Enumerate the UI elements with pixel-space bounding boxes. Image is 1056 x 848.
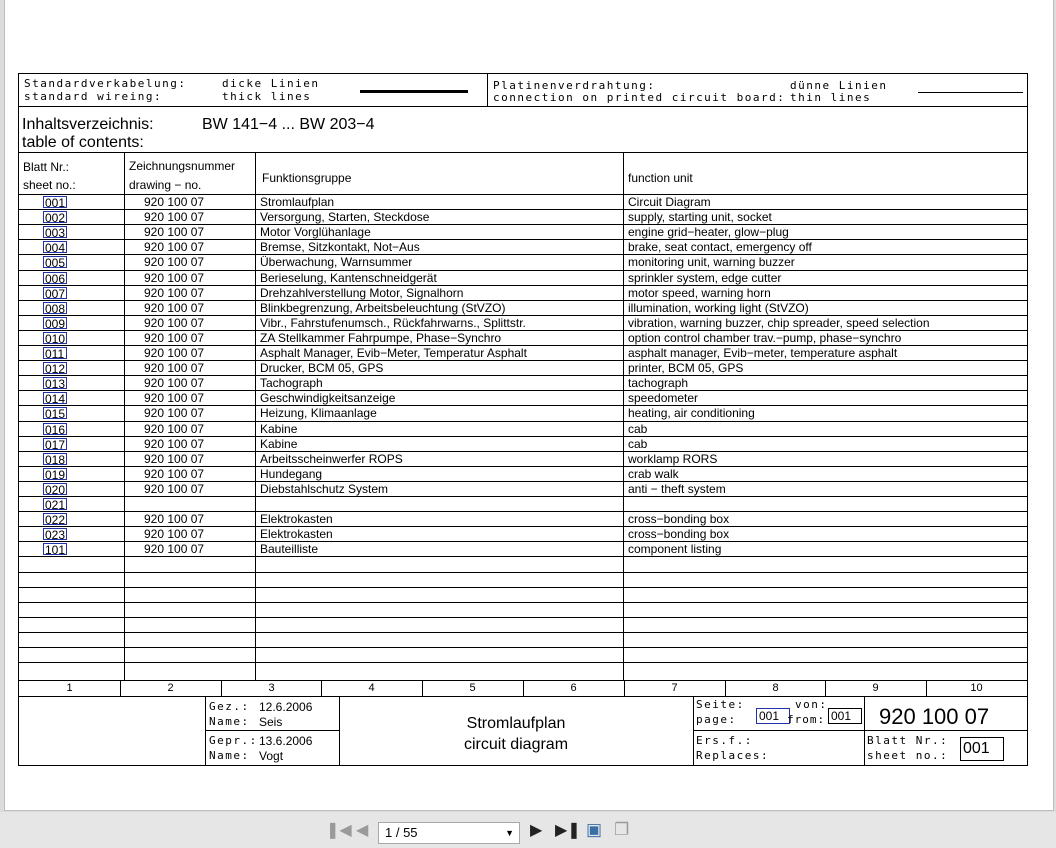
drawing-number-cell: 920 100 07 (144, 240, 205, 254)
sheet-number-cell: 006 (45, 272, 66, 286)
toc-title-en: table of contents: (22, 134, 144, 151)
sheet-number-cell: 023 (45, 528, 66, 542)
column-number: 9 (872, 682, 879, 694)
sheet-number-cell: 017 (45, 438, 66, 452)
drawing-number-cell: 920 100 07 (144, 255, 205, 269)
drawing-number-cell: 920 100 07 (144, 195, 205, 209)
sheet-label-en: sheet no.: (867, 749, 949, 762)
column-number: 7 (671, 682, 678, 694)
drawing-number-cell: 920 100 07 (144, 482, 205, 496)
fit-page-icon[interactable]: ▣ (586, 820, 603, 839)
column-number: 1 (66, 682, 73, 694)
drawing-number-cell: 920 100 07 (144, 452, 205, 466)
drawing-number-cell: 920 100 07 (144, 437, 205, 451)
header-drawing-de: Zeichnungsnummer (129, 159, 236, 173)
function-group-cell: Asphalt Manager, Evib−Meter, Temperatur Asphalt (260, 346, 527, 360)
sheet-number-cell: 012 (45, 362, 66, 376)
function-group-cell: Motor Vorglühanlage (260, 225, 371, 239)
function-unit-cell: Circuit Diagram (628, 195, 711, 209)
drawing-number-cell: 920 100 07 (144, 391, 205, 405)
drawing-number-cell: 920 100 07 (144, 406, 205, 420)
function-group-cell: Überwachung, Warnsummer (260, 255, 413, 269)
legend-thick-en: thick lines (222, 90, 312, 103)
next-page-icon[interactable]: ▶ (530, 822, 543, 839)
function-unit-cell: engine grid−heater, glow−plug (628, 225, 789, 239)
checked-name-label: Name: (209, 749, 250, 762)
column-number: 2 (167, 682, 174, 694)
function-unit-cell: heating, air conditioning (628, 406, 755, 420)
prev-page-icon[interactable]: ◀ (356, 822, 369, 839)
drawing-title-en: circuit diagram (463, 736, 569, 753)
toc-range: BW 141−4 ... BW 203−4 (202, 116, 375, 133)
sheet-number-cell: 022 (45, 513, 66, 527)
function-unit-cell: brake, seat contact, emergency off (628, 240, 812, 254)
drawing-sheet (18, 73, 1028, 766)
function-group-cell: Geschwindigkeitsanzeige (260, 391, 396, 405)
page-label-en: page: (696, 713, 737, 726)
page-select[interactable] (378, 822, 520, 844)
drawing-title-de: Stromlaufplan (466, 715, 566, 732)
chevron-down-icon: ▼ (505, 828, 514, 838)
drawing-number-cell: 920 100 07 (144, 301, 205, 315)
drawing-number-cell: 920 100 07 (144, 361, 205, 375)
function-unit-cell: component listing (628, 542, 722, 556)
function-group-cell: Hundegang (260, 467, 323, 481)
sheet-number-box: 001 (960, 737, 1004, 761)
of-label-en: from: (787, 713, 826, 726)
function-group-cell: Kabine (260, 422, 298, 436)
page-indicator: 1 / 55 (385, 825, 418, 840)
column-number: 4 (368, 682, 375, 694)
sheet-number-cell: 005 (45, 256, 66, 270)
page-label-de: Seite: (696, 698, 745, 711)
checked-date: 13.6.2006 (259, 734, 313, 748)
sheet-label-de: Blatt Nr.: (867, 734, 949, 747)
sheet-number-cell: 008 (45, 302, 66, 316)
function-group-cell: Heizung, Klimaanlage (260, 406, 377, 420)
function-unit-cell: speedometer (628, 391, 699, 405)
header-group: Funktionsgruppe (262, 171, 352, 185)
header-drawing-en: drawing − no. (129, 178, 202, 192)
function-group-cell: ZA Stellkammer Fahrpumpe, Phase−Synchro (260, 331, 502, 345)
function-group-cell: Arbeitsscheinwerfer ROPS (260, 452, 403, 466)
first-page-icon[interactable]: ❚◀ (326, 822, 352, 839)
function-unit-cell: cab (628, 422, 648, 436)
sheet-number-cell: 014 (45, 392, 66, 406)
sheet-number-cell: 009 (45, 317, 66, 331)
legend-thick-de: dicke Linien (222, 77, 320, 90)
function-group-cell: Diebstahlschutz System (260, 482, 389, 496)
column-number: 8 (772, 682, 779, 694)
function-group-cell: Berieselung, Kantenschneidgerät (260, 271, 437, 285)
sheet-number-cell: 101 (45, 543, 66, 557)
drawing-number-cell: 920 100 07 (144, 286, 205, 300)
function-group-cell: Tachograph (260, 376, 323, 390)
function-unit-cell: printer, BCM 05, GPS (628, 361, 744, 375)
function-unit-cell: cross−bonding box (628, 527, 730, 541)
drawing-number-cell: 920 100 07 (144, 271, 205, 285)
drawing-number: 920 100 07 (879, 704, 990, 729)
pdf-page (4, 0, 1054, 811)
header-unit: function unit (628, 171, 693, 185)
checked-name: Vogt (259, 749, 284, 763)
drawing-number-cell: 920 100 07 (144, 422, 205, 436)
checked-label: Gepr.: (209, 734, 258, 747)
function-group-cell: Elektrokasten (260, 527, 333, 541)
column-number: 3 (268, 682, 275, 694)
drawing-number-cell: 920 100 07 (144, 527, 205, 541)
function-group-cell: Blinkbegrenzung, Arbeitsbeleuchtung (StVZO) (260, 301, 506, 315)
function-unit-cell: sprinkler system, edge cutter (628, 271, 782, 285)
sheet-number-cell: 011 (43, 347, 67, 359)
column-number: 5 (469, 682, 476, 694)
drawn-date: 12.6.2006 (259, 700, 313, 714)
function-unit-cell: option control chamber trav.−pump, phase−synchro (628, 331, 902, 345)
legend-pcb-en: connection on printed circuit board: (493, 91, 786, 104)
sheet-number-cell: 019 (45, 468, 66, 482)
function-group-cell: Stromlaufplan (260, 195, 335, 209)
last-page-icon[interactable]: ▶❚ (555, 822, 581, 839)
function-group-cell: Drucker, BCM 05, GPS (260, 361, 384, 375)
of-label-de: von: (795, 698, 828, 711)
legend-thin-en: thin lines (790, 91, 872, 104)
sheet-number-cell: 007 (45, 287, 66, 301)
function-unit-cell: anti − theft system (628, 482, 726, 496)
sheet-number-cell: 010 (45, 332, 66, 346)
thin-line-sample (918, 92, 1023, 93)
legend-standard-de: Standardverkabelung: (24, 77, 187, 90)
function-group-cell: Bauteilliste (260, 542, 319, 556)
replaces-label-en: Replaces: (696, 749, 770, 762)
function-unit-cell: vibration, warning buzzer, chip spreader, speed selection (628, 316, 930, 330)
drawing-number-cell: 920 100 07 (144, 210, 205, 224)
legend-thin-de: dünne Linien (790, 79, 888, 92)
page-total-box: 001 (828, 708, 862, 724)
drawing-number-cell: 920 100 07 (144, 512, 205, 526)
function-group-cell: Vibr., Fahrstufenumsch., Rückfahrwarns., Splittstr. (260, 316, 526, 330)
drawn-name: Seis (259, 715, 283, 729)
drawing-number-cell: 920 100 07 (144, 467, 205, 481)
drawing-number-cell: 920 100 07 (144, 316, 205, 330)
function-unit-cell: worklamp RORS (628, 452, 718, 466)
sheet-number-cell: 013 (45, 377, 66, 391)
sheet-number-cell: 018 (45, 453, 66, 467)
two-page-icon[interactable]: ❐ (614, 820, 630, 839)
sheet-number-cell: 020 (45, 483, 66, 497)
function-unit-cell: asphalt manager, Evib−meter, temperature asphalt (628, 346, 898, 360)
legend-pcb-de: Platinenverdrahtung: (493, 79, 656, 92)
drawing-number-cell: 920 100 07 (144, 331, 205, 345)
drawing-number-cell: 920 100 07 (144, 376, 205, 390)
function-unit-cell: illumination, working light (StVZO) (628, 301, 809, 315)
function-unit-cell: motor speed, warning horn (628, 286, 771, 300)
column-number: 10 (970, 682, 983, 694)
function-group-cell: Drehzahlverstellung Motor, Signalhorn (260, 286, 464, 300)
drawing-number-cell: 920 100 07 (144, 346, 205, 360)
viewer-toolbar (0, 812, 1056, 848)
function-group-cell: Kabine (260, 437, 298, 451)
drawn-name-label: Name: (209, 715, 250, 728)
drawn-label: Gez.: (209, 700, 250, 713)
header-sheet-de: Blatt Nr.: (23, 160, 70, 174)
sheet-number-cell: 016 (45, 423, 66, 437)
drawing-number-cell: 920 100 07 (144, 542, 205, 556)
header-sheet-en: sheet no.: (23, 178, 76, 192)
legend-standard-en: standard wireing: (24, 90, 163, 103)
toc-title-de: Inhaltsverzeichnis: (22, 116, 154, 133)
function-group-cell: Bremse, Sitzkontakt, Not−Aus (260, 240, 420, 254)
sheet-number-cell: 004 (45, 241, 66, 255)
page-number-box: 001 (756, 708, 790, 724)
sheet-number-cell: 003 (45, 226, 66, 240)
sheet-number-cell: 015 (45, 407, 66, 421)
function-group-cell: Elektrokasten (260, 512, 333, 526)
thick-line-sample (360, 90, 468, 93)
function-unit-cell: cab (628, 437, 648, 451)
function-unit-cell: tachograph (628, 376, 689, 390)
function-unit-cell: monitoring unit, warning buzzer (628, 255, 795, 269)
function-unit-cell: supply, starting unit, socket (628, 210, 772, 224)
sheet-number-cell: 021 (45, 498, 66, 512)
sheet-number-cell: 002 (45, 211, 66, 225)
function-group-cell: Versorgung, Starten, Steckdose (260, 210, 430, 224)
drawing-number-cell: 920 100 07 (144, 225, 205, 239)
sheet-number-cell: 001 (45, 196, 66, 210)
column-number: 6 (570, 682, 577, 694)
function-unit-cell: crab walk (628, 467, 679, 481)
function-unit-cell: cross−bonding box (628, 512, 730, 526)
replaces-label-de: Ers.f.: (696, 734, 753, 747)
